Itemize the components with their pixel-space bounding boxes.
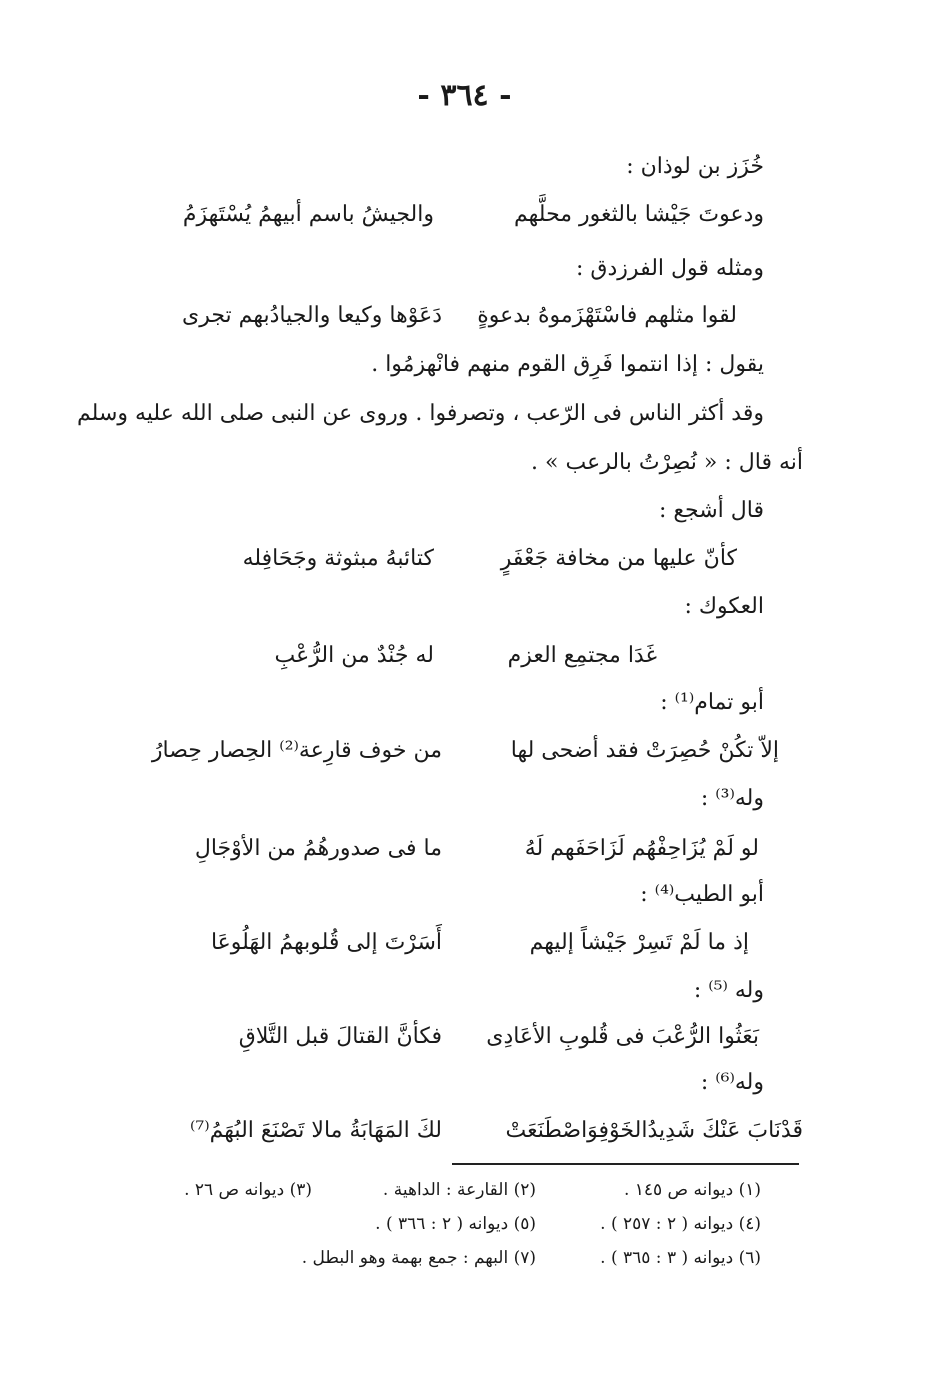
verse (0, 303, 929, 333)
verse-first-hemistich: بَعَثُوا الرُّعْبَ فى قُلوبِ الأعَادِى (486, 1024, 759, 1049)
footnote: (٣) ديوانه ص ٢٦ . (184, 1180, 312, 1200)
footnote: (٤) ديوانه ( ٢ : ٢٥٧ ) . (600, 1214, 761, 1234)
poet-intro: قال أشجع : (658, 498, 764, 523)
verse-first-hemistich: إذ ما لَمْ تَسِرْ جَيْشاً إليهم (529, 930, 749, 955)
verse-first-hemistich: كأنّ عليها من مخافة جَعْفَرٍ (500, 546, 737, 571)
verse-second-hemistich: والجيشُ باسم أبيهمُ يُسْتَهزَمُ (182, 202, 434, 227)
footnote: (٢) القارعة : الداهية . (382, 1180, 536, 1200)
verse (0, 643, 929, 673)
prose-line: يقول : إذا انتموا فَرِق القوم منهم فانْهزمُوا . (371, 352, 764, 377)
poet-intro: خُزَز بن لوذان : (626, 154, 764, 179)
verse-first-hemistich: غَدَا مجتمِع العزم (507, 643, 657, 668)
verse (0, 930, 929, 960)
footnote-rule (452, 1163, 799, 1165)
prose-line: وقد أكثر الناس فى الرّعب ، وتصرفوا . وروى عن النبى صلى الله عليه وسلم (77, 401, 764, 426)
poet-intro: ومثله قول الفرزدق : (576, 256, 764, 281)
verse (0, 1024, 929, 1054)
poet-intro: وله ⁽⁵⁾ : (693, 978, 764, 1003)
verse-first-hemistich: ودعوتَ جَيْشا بالثغور محلَّهم (514, 202, 764, 227)
poet-intro: وله⁽⁶⁾ : (700, 1070, 764, 1095)
poet-intro: وله⁽³⁾ : (700, 786, 764, 811)
verse-second-hemistich: أَسَرْتَ إلى قُلوبهمُ الهَلُوعَا (210, 930, 442, 955)
footnote: (٧) البهم : جمع بهمة وهو البطل . (301, 1248, 536, 1268)
verse-first-hemistich: قَدْنَابَ عَنْكَ شَدِيدُالخَوْفِوَاصْطَنَعَتْ (505, 1118, 803, 1143)
verse-second-hemistich: لكَ المَهَابَةُ مالا تَصْنَعَ البُهَمُ⁽⁷⁾ (190, 1118, 442, 1143)
verse-second-hemistich: كتائبهُ مبثوثة وجَحَافِله (242, 546, 434, 571)
verse (0, 546, 929, 576)
verse (0, 738, 929, 768)
verse-first-hemistich: لو لَمْ يُزَاحِفْهُم لَزَاحَفَهم لَهُ (524, 836, 759, 861)
footnote: (٦) ديوانه ( ٣ : ٣٦٥ ) . (600, 1248, 761, 1268)
poet-intro: أبو تمام⁽¹⁾ : (660, 690, 764, 715)
poet-intro: أبو الطيب⁽⁴⁾ : (640, 882, 764, 907)
verse-second-hemistich: له جُنْدٌ من الرُّعْبِ (274, 643, 434, 668)
verse-first-hemistich: لقوا مثلهم فاسْتَهْزَموهُ بدعوةٍ (477, 303, 737, 328)
verse (0, 202, 929, 232)
page-number: - ٣٦٤ - (417, 78, 512, 113)
verse-second-hemistich: دَعَوْها وكيعا والجيادُبهم تجرى (182, 303, 442, 328)
poet-intro: العكوك : (684, 594, 764, 619)
prose-line: أنه قال : « نُصِرْتُ بالرعب » . (531, 450, 803, 475)
verse-second-hemistich: من خوف قارِعة⁽²⁾ الحِصار حِصارُ (151, 738, 442, 763)
footnote: (١) ديوانه ص ١٤٥ . (623, 1180, 761, 1200)
verse-second-hemistich: ما فى صدورهُمُ من الأوْجَالِ (194, 836, 442, 861)
footnote: (٥) ديوانه ( ٢ : ٣٦٦ ) . (375, 1214, 536, 1234)
verse-first-hemistich: إلاّ تكُنْ حُصِرَتْ فقد أضحى لها (510, 738, 779, 763)
verse (0, 1118, 929, 1148)
verse-second-hemistich: فكأنَّ القتالَ قبل التَّلاقِ (238, 1024, 442, 1049)
verse (0, 836, 929, 866)
